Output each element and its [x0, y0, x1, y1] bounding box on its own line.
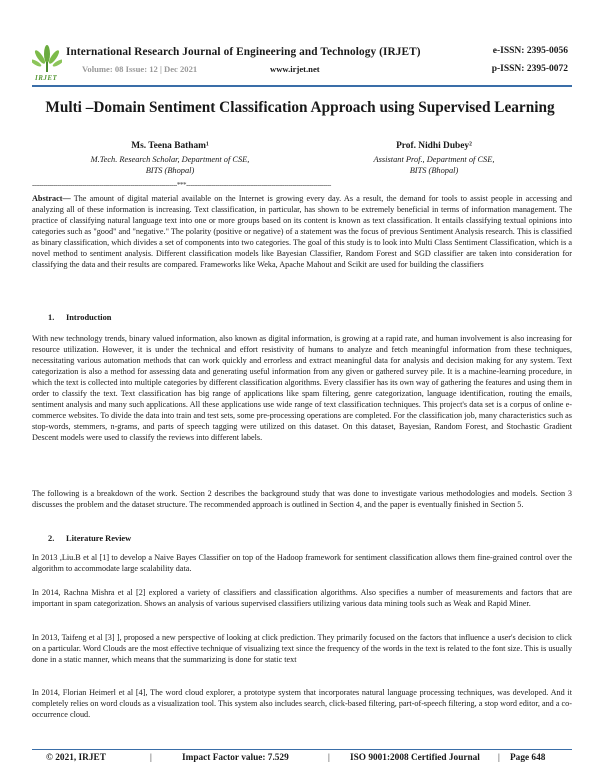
paragraph-lit-1: In 2013 ,Liu.B et al [1] to develop a Naive Bayes Classifier on top of the Hadoop framework for sentiment classification allows them fine-grained control over the algorithm to accommodate large scalability data. — [32, 553, 572, 573]
logo-text: IRJET — [35, 74, 58, 82]
abstract-text: The amount of digital material available on the Internet is growing every day. As a result, the demand for tools to assist people in accessing and analyzing all of these information is increasing. Text classification, in particular, has shown to be extremely beneficial in terms of information management. The practice of classifying natural language text into one or more groups based on its content is known as text classification. It entails classifying textual opinions into categories such as "good" and "negative." The polarity (positive or negative) of a statement was the focus of previous Sentiment Analysis research. This is classified as binary classification, which divides a set of components into two categories. The goal of this study is to look into Multi Class Sentiment Classification, which is a novel method to sentiment analysis. Different classification models like Bayesian Classifier, Random Forest and SGD classifier are taken into consideration for classifying the data and their results are compared. Frameworks like Weka, Apache Mahout and Scikit are used for building the classifiers — [32, 194, 572, 269]
section-heading-literature-review — [48, 534, 131, 543]
paragraph-introduction: With new technology trends, binary valued information, also known as digital information, is growing at a rapid rate, and human involvement is also increasing for resource utilization. However, it is under the technical and effort resistivity of humans to analyze and fetch meaningful information from these techniques, necessitating various automation methods that can work quickly and errorless and extract meaningful data for analysis and decision making for any system. Text categorization is also a method for assessing data and generating useful information from any given or gathered survey pile. It is a machine-learning procedure, in which the text is collected into multiple categories by different classification algorithms. Every classifier has its own way of gathering the features and using them in order to classify the text. Text classification has big range of applications like spam filtering, genre categorization, language identification, routing the emails, sentiment analysis and many such applications. All these applications use wide range of text classification techniques. This project's data set is a corpus of online e-commerce websites. To divide the data into train and test sets, some pre-processing operations are completed. For the classification job, many characteristics such as stop-words, stemmers, n-grams, and parts of speech tagging were utilized on this dataset. On this dataset, Bayesian, Random Forest, and Stochastic Gradient Descent models were used to classify the reviews into different labels. — [32, 334, 572, 442]
journal-website: www.irjet.net — [270, 64, 320, 74]
footer-iso: ISO 9001:2008 Certified Journal — [350, 753, 480, 763]
irjet-logo-icon — [32, 40, 62, 76]
abstract-label: Abstract— — [32, 194, 71, 203]
paper-title: Multi –Domain Sentiment Classification Approach using Supervised Learning — [45, 99, 555, 116]
paragraph-lit-3: In 2013, Taifeng et al [3] ], proposed a new perspective of looking at click prediction. They primarily focused on the factors that influence a user's decision to click on a particular. Word Clouds are the most effective technique of visualizing text since the frequency of the words in the text is related to the font size. This is usually done in a static manner, which means that the summarizing is done for static text — [32, 633, 572, 664]
author-affiliation: M.Tech. Research Scholar, Department of CSE, — [90, 155, 250, 164]
section-title: Introduction — [66, 313, 112, 322]
paragraph-breakdown: The following is a breakdown of the work. Section 2 describes the background study that was done to investigate various methodologies and models. Section 3 discusses the problem and the dataset structure. The recommended approach is outlined in Section 4, and the paper is eventually finished in Section 5. — [32, 489, 572, 509]
section-heading-introduction — [48, 313, 111, 322]
section-number: 2. — [48, 534, 55, 543]
footer-separator: | — [328, 753, 330, 763]
section-number: 1. — [48, 313, 55, 322]
e-issn: e-ISSN: 2395-0056 — [492, 46, 568, 56]
journal-name: International Research Journal of Engineering and Technology (IRJET) — [66, 46, 421, 58]
footer-page-number: Page 648 — [510, 753, 546, 763]
paragraph-lit-4: In 2014, Florian Heimerl et al [4], The word cloud explorer, a prototype system that incorporates natural language processing techniques, was developed. And it completely relies on word clouds as a visualization tool. This system also includes search, click-based filtering, part-of-speech filtering, a stop word editor, and a co-occurrence cloud. — [32, 688, 572, 719]
footer-divider — [32, 749, 572, 750]
author-affiliation: Assistant Prof., Department of CSE, — [373, 155, 495, 164]
abstract — [32, 193, 572, 270]
footer-separator: | — [150, 753, 152, 763]
footer-impact-factor: Impact Factor value: 7.529 — [182, 753, 289, 763]
author-name: Prof. Nidhi Dubey² — [396, 141, 472, 151]
journal-header — [32, 40, 572, 86]
paragraph-lit-2: In 2014, Rachna Mishra et al [2] explored a variety of classifiers and classification algorithms. Also specifies a number of measurements and factors that are important in spam categorization. Shows an analysis of various supervised classifiers utilizing various data mining tools such as Weak and Rapid Miner. — [32, 588, 572, 608]
header-divider — [32, 85, 572, 87]
volume-issue: Volume: 08 Issue: 12 | Dec 2021 — [82, 64, 198, 74]
footer-copyright: © 2021, IRJET — [46, 753, 106, 763]
author-name: Ms. Teena Batham¹ — [131, 141, 209, 151]
separator-line: ---------------------------------------------------------------------------***--------------------------------------------------------------------------- — [32, 181, 331, 189]
p-issn: p-ISSN: 2395-0072 — [491, 64, 568, 74]
author-institution: BITS (Bhopal) — [145, 166, 195, 175]
footer-separator: | — [498, 753, 500, 763]
author-1 — [60, 141, 280, 176]
section-title: Literature Review — [66, 534, 132, 543]
author-institution: BITS (Bhopal) — [409, 166, 459, 175]
author-2 — [324, 141, 544, 176]
